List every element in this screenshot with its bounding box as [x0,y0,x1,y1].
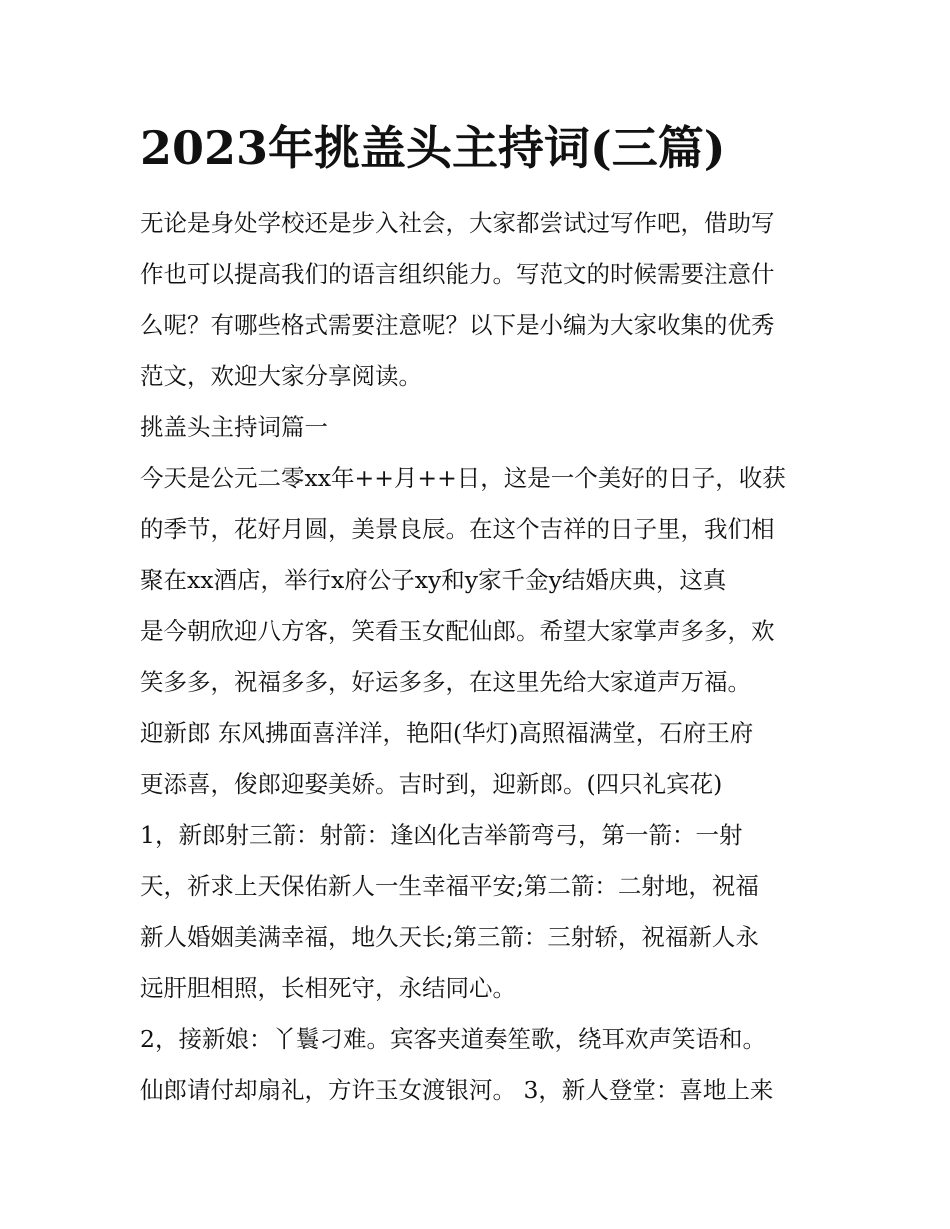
section-heading: 挑盖头主持词篇一 [140,413,328,441]
body-line: 作也可以提高我们的语言组织能力。写范文的时候需要注意什 [140,260,775,288]
body-line: 笑多多，祝福多多，好运多多，在这里先给大家道声万福。 [140,668,751,696]
body-line: 聚在xx酒店，举行x府公子xy和y家千金y结婚庆典，这真 [140,566,727,594]
document-title: 2023年挑盖头主持词(三篇) [140,121,726,175]
body-line: 2，接新娘：丫鬟刁难。宾客夹道奏笙歌，绕耳欢声笑语和。 [140,1025,766,1053]
body-line: 无论是身处学校还是步入社会，大家都尝试过写作吧，借助写 [140,209,775,237]
body-line: 今天是公元二零xx年++月++日，这是一个美好的日子，收获 [140,464,786,492]
body-line: 迎新郎 东风拂面喜洋洋，艳阳(华灯)高照福满堂，石府王府 [140,719,754,747]
body-line: 更添喜，俊郎迎娶美娇。吉时到，迎新郎。(四只礼宾花) [140,770,723,798]
document-body [140,198,830,1116]
body-line: 么呢？有哪些格式需要注意呢？以下是小编为大家收集的优秀 [140,311,775,339]
body-line: 仙郎请付却扇礼，方许玉女渡银河。 3，新人登堂：喜地上来 [140,1076,774,1104]
body-line: 新人婚姻美满幸福，地久天长;第三箭：三射轿，祝福新人永 [140,923,759,951]
body-line: 远肝胆相照，长相死守，永结同心。 [140,974,516,1002]
body-line: 范文，欢迎大家分享阅读。 [140,362,422,390]
body-line: 天，祈求上天保佑新人一生幸福平安;第二箭：二射地，祝福 [140,872,759,900]
body-line: 的季节，花好月圆，美景良辰。在这个吉祥的日子里，我们相 [140,515,775,543]
body-line: 是今朝欣迎八方客，笑看玉女配仙郎。希望大家掌声多多，欢 [140,617,775,645]
body-line: 1，新郎射三箭：射箭：逢凶化吉举箭弯弓，第一箭：一射 [140,821,743,849]
